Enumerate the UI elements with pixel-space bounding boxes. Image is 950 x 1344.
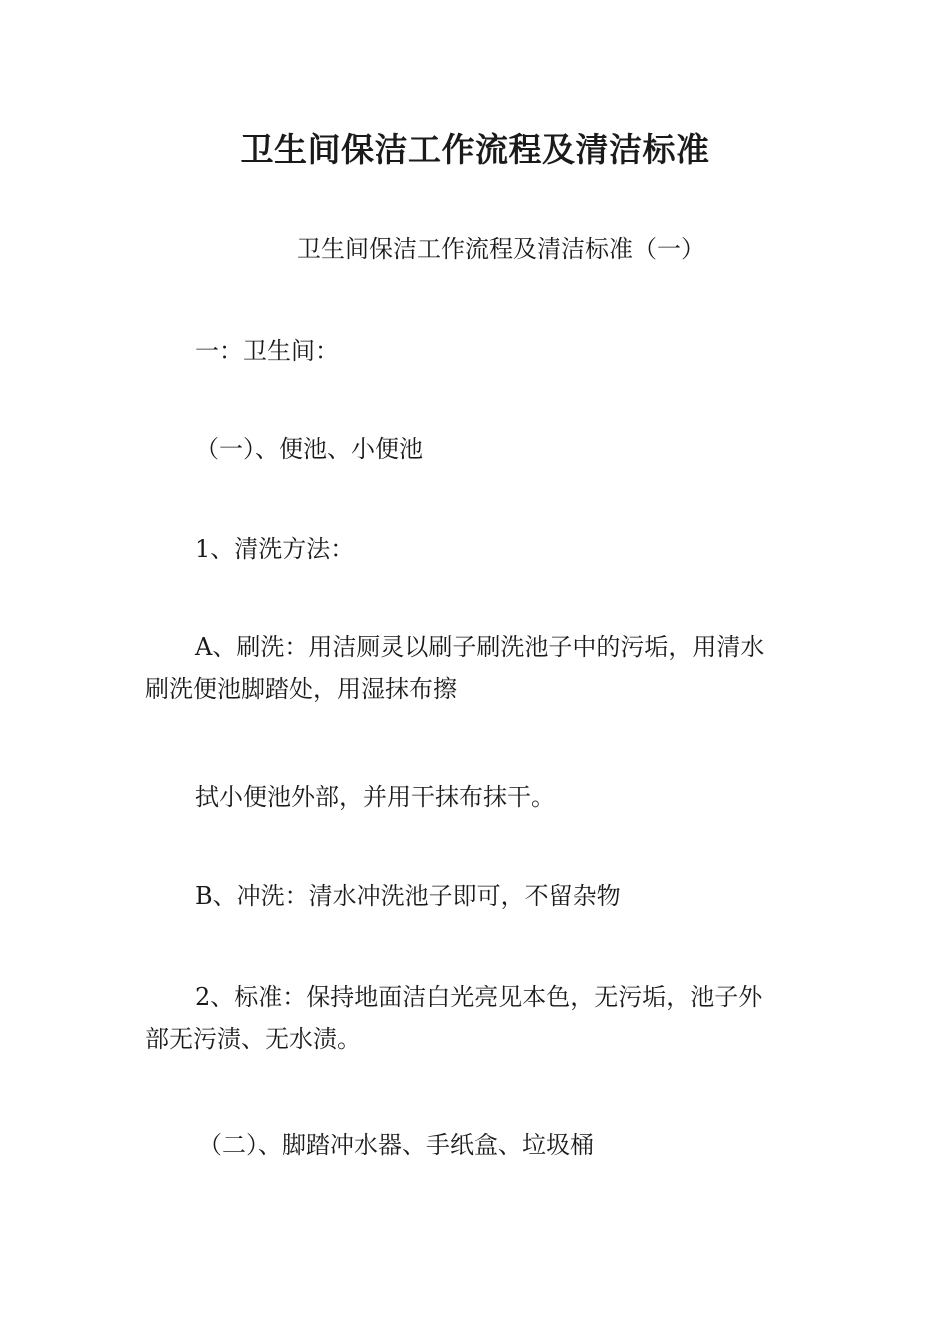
paragraph-standard-line-2: 部无污渍、无水渍。 [145, 1025, 361, 1053]
paragraph-scrubbing [145, 626, 810, 710]
paragraph-scrubbing-line-1: A、刷洗：用洁厕灵以刷子刷洗池子中的污垢，用清水 [195, 633, 765, 661]
document-subtitle: 卫生间保洁工作流程及清洁标准（一） [297, 235, 705, 263]
document-title: 卫生间保洁工作流程及清洁标准 [240, 130, 710, 169]
subsection-heading-flusher-tissue-bin: （二）、脚踏冲水器、手纸盒、垃圾桶 [198, 1131, 594, 1159]
paragraph-standard [145, 976, 810, 1060]
subsection-heading-urinals: （一）、便池、小便池 [195, 435, 423, 463]
paragraph-scrubbing-line-2: 刷洗便池脚踏处，用湿抹布擦 [145, 675, 457, 703]
paragraph-scrubbing-continued: 拭小便池外部，并用干抹布抹干。 [195, 783, 555, 811]
paragraph-rinsing: B、冲洗：清水冲洗池子即可，不留杂物 [195, 882, 621, 910]
item-cleaning-method: 1、清洗方法： [195, 535, 355, 563]
paragraph-standard-line-1: 2、标准：保持地面洁白光亮见本色，无污垢，池子外 [195, 983, 763, 1011]
section-heading-toilet: 一：卫生间： [195, 337, 339, 365]
